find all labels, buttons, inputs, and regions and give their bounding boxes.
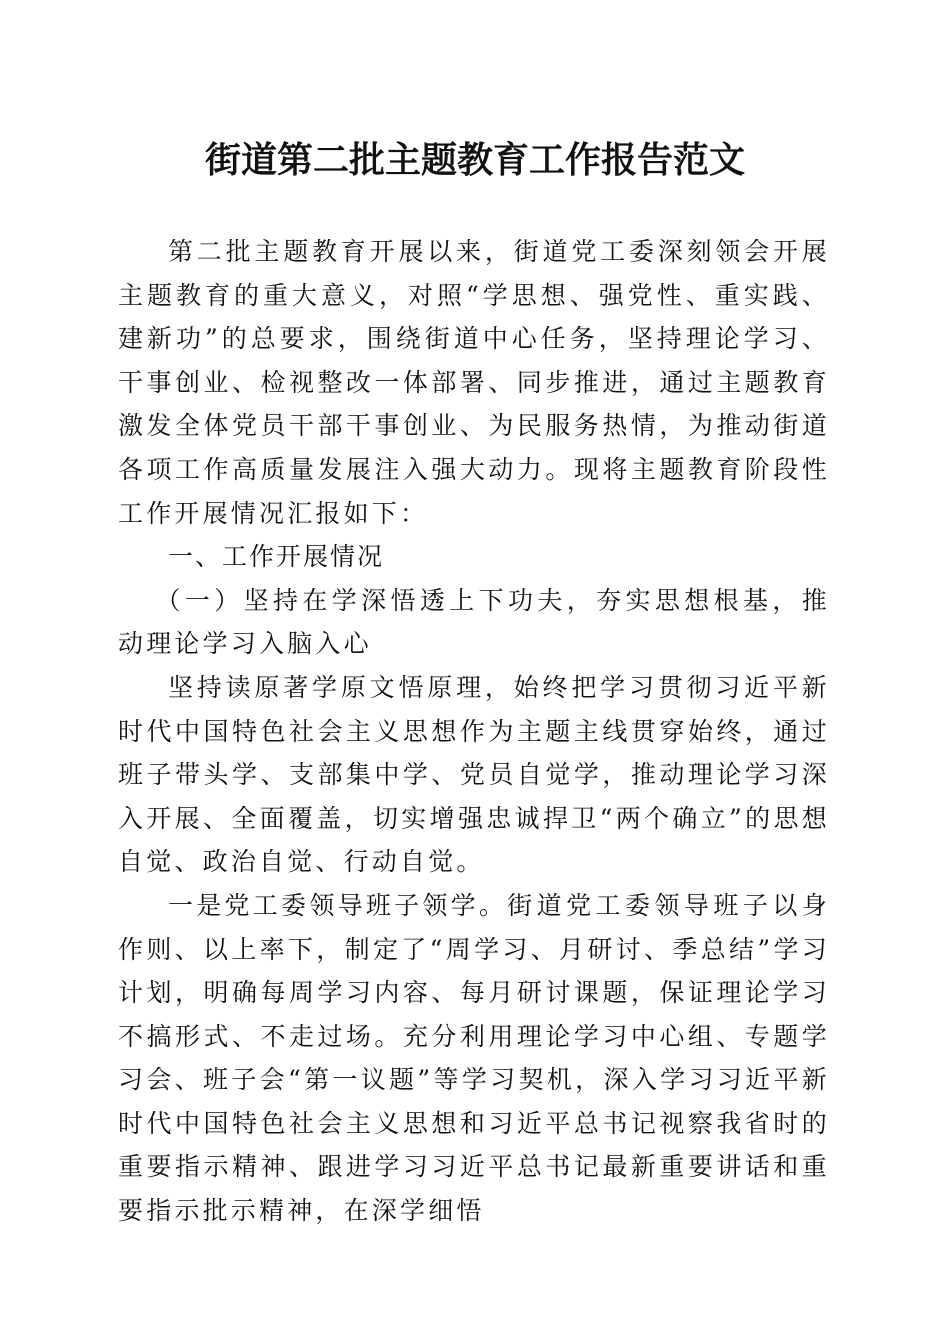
paragraph-text: 街道党工委领导班子以身作则、以上率下，制定了“周学习、月研讨、季总结”学习计划，明确每周学习内容、每月研讨课题，保证理论学习不搞形式、不走过场。充分利用理论学习中心组、专题学习会、班子会“第一议题”等学习契机，深入学习习近平新时代中国特色社会主义思想和习近平总书记视察我省时的重要指示精神、跟进学习习近平总书记最新重要讲话和重要指示批示精神，在深学细悟 (118, 890, 830, 1226)
body-paragraph-2 (118, 884, 830, 1233)
intro-paragraph: 第二批主题教育开展以来，街道党工委深刻领会开展主题教育的重大意义，对照“学思想、强党性、重实践、建新功”的总要求，围绕街道中心任务，坚持理论学习、干事创业、检视整改一体部署、同步推进，通过主题教育激发全体党员干部干事创业、为民服务热情，为推动街道各项工作高质量发展注入强大动力。现将主题教育阶段性工作开展情况汇报如下： (118, 237, 830, 528)
section-heading: 一、工作开展情况 (168, 542, 385, 572)
document-body (118, 230, 830, 1233)
paragraph-lead-text: 一是党工委领导班子领学。 (168, 890, 508, 920)
body-paragraph-1: 坚持读原著学原文悟原理，始终把学习贯彻习近平新时代中国特色社会主义思想作为主题主线贯穿始终，通过班子带头学、支部集中学、党员自觉学，推动理论学习深入开展、全面覆盖，切实增强忠诚捍卫“两个确立”的思想自觉、政治自觉、行动自觉。 (118, 672, 830, 877)
document-title: 街道第二批主题教育工作报告范文 (204, 139, 745, 181)
subsection-heading: （一）坚持在学深悟透上下功夫，夯实思想根基，推动理论学习入脑入心 (118, 585, 830, 659)
